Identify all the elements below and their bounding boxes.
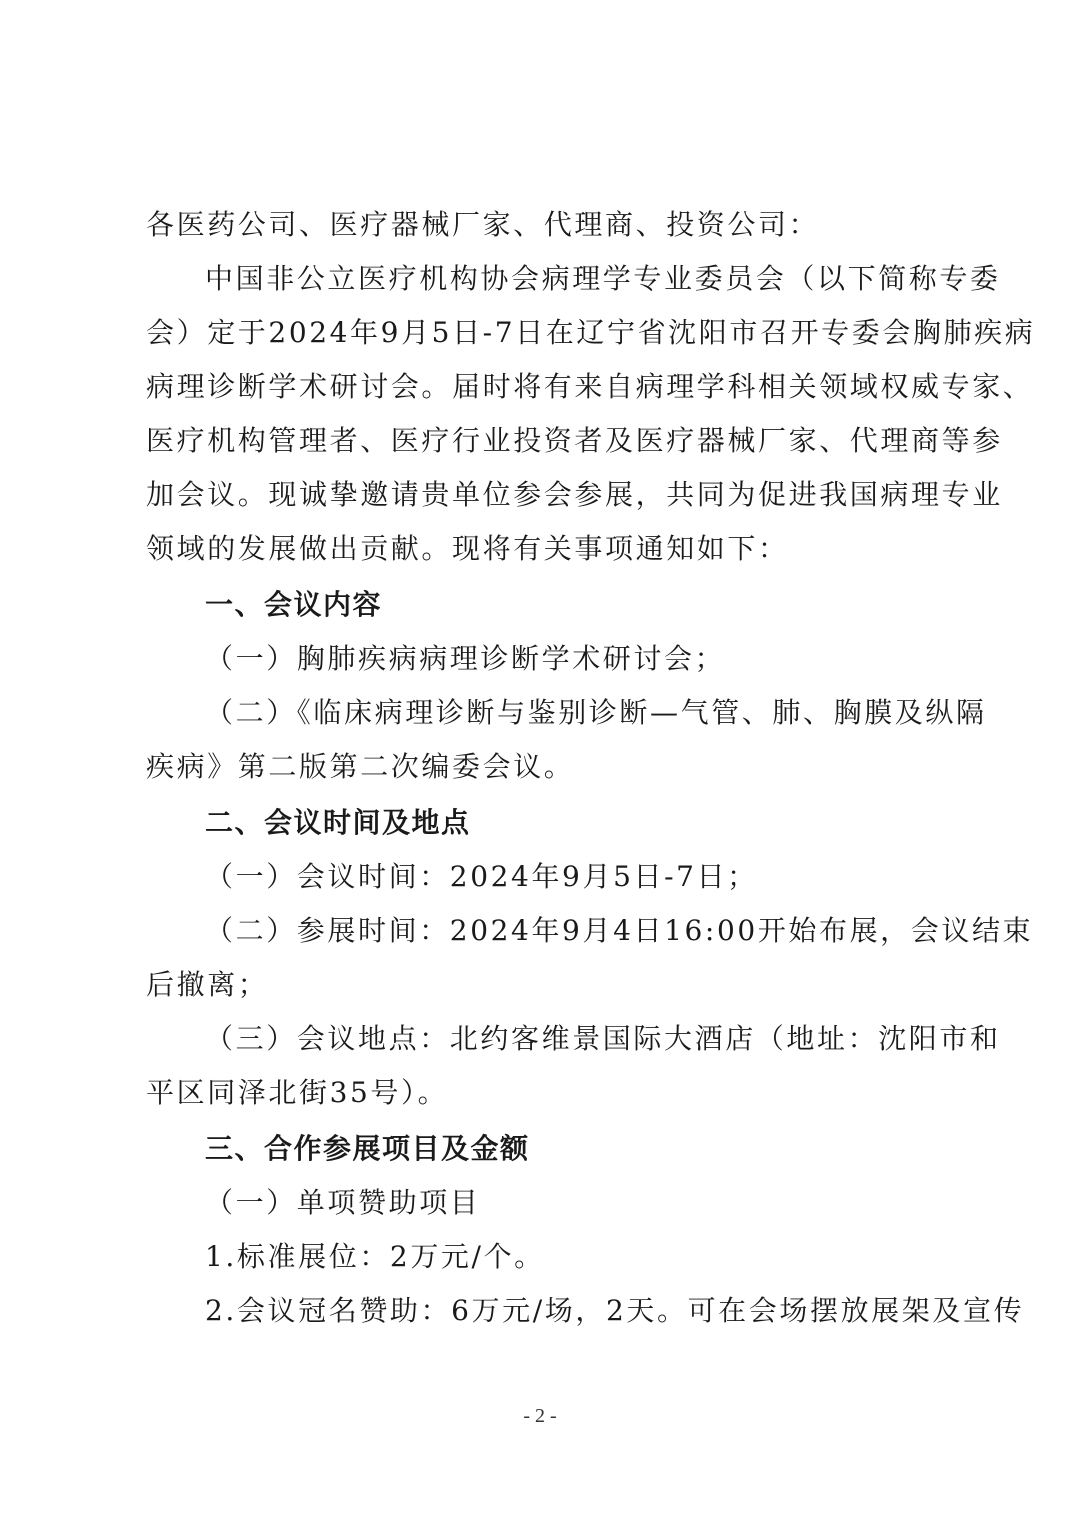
list-item: （一）会议时间：2024年9月5日-7日；	[205, 860, 758, 893]
paragraph-line: 领域的发展做出贡献。现将有关事项通知如下：	[146, 532, 789, 565]
list-item: 2.会议冠名赞助：6万元/场，2天。可在会场摆放展架及宣传	[205, 1294, 1025, 1327]
paragraph-line: 病理诊断学术研讨会。届时将有来自病理学科相关领域权威专家、	[146, 370, 1034, 403]
list-item: （二）参展时间：2024年9月4日16:00开始布展，会议结束	[205, 914, 1034, 947]
list-item: （一）单项赞助项目	[205, 1186, 481, 1219]
paragraph-line: 医疗机构管理者、医疗行业投资者及医疗器械厂家、代理商等参	[146, 424, 1003, 457]
paragraph-line: 中国非公立医疗机构协会病理学专业委员会（以下简称专委	[205, 262, 1001, 295]
list-item: （二）《临床病理诊断与鉴别诊断—气管、肺、胸膜及纵隔	[205, 696, 987, 729]
list-item-continuation: 后撤离；	[146, 968, 269, 1001]
paragraph-line: 加会议。现诚挚邀请贵单位参会参展，共同为促进我国病理专业	[146, 478, 1003, 511]
section-heading-1: 一、会议内容	[205, 588, 383, 621]
list-item: （三）会议地点：北约客维景国际大酒店（地址：沈阳市和	[205, 1022, 1001, 1055]
salutation: 各医药公司、医疗器械厂家、代理商、投资公司：	[146, 208, 820, 241]
paragraph-line: 会）定于2024年9月5日-7日在辽宁省沈阳市召开专委会胸肺疾病	[146, 316, 1036, 349]
list-item-continuation: 平区同泽北街35号）。	[146, 1076, 449, 1109]
list-item: 1.标准展位：2万元/个。	[205, 1240, 545, 1273]
list-item-continuation: 疾病》第二版第二次编委会议。	[146, 750, 575, 783]
section-heading-3: 三、合作参展项目及金额	[205, 1132, 530, 1165]
list-item: （一）胸肺疾病病理诊断学术研讨会；	[205, 642, 726, 675]
section-heading-2: 二、会议时间及地点	[205, 806, 471, 839]
page-number: - 2 -	[523, 1405, 557, 1427]
